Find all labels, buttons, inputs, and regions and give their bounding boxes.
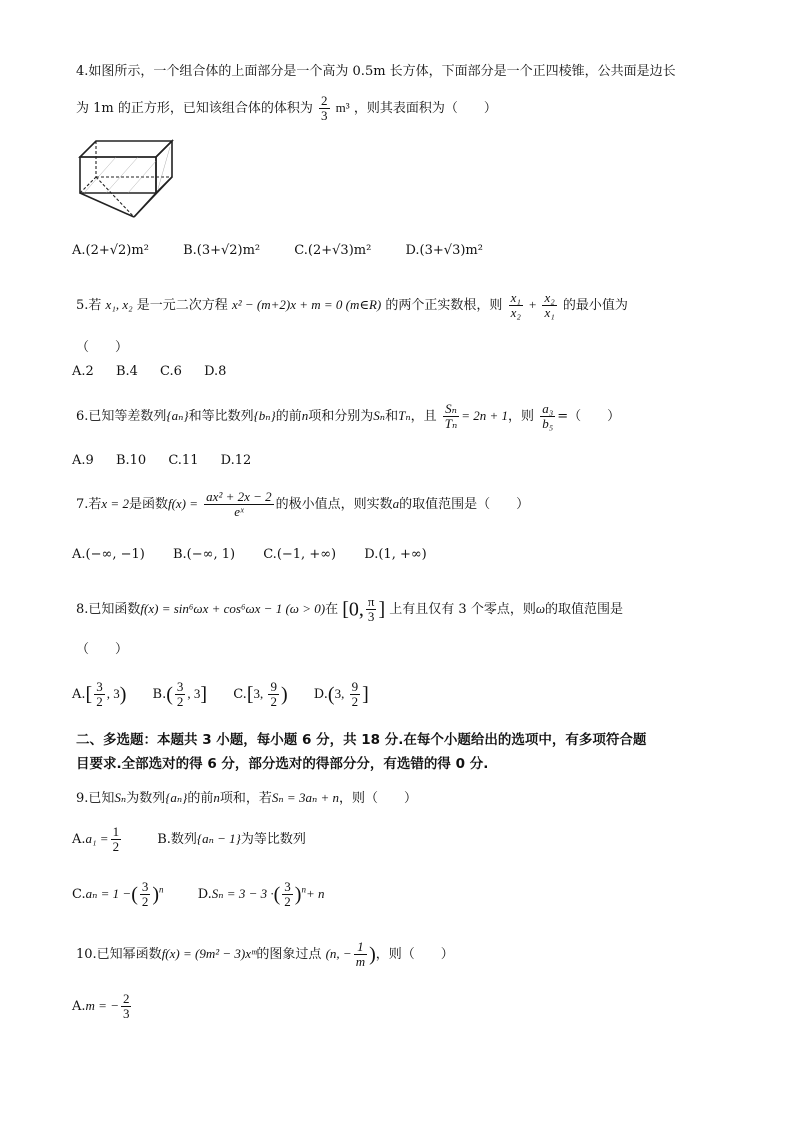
q9-option-d[interactable]: D.Sₙ = 3 − 3 ·( $\frac{3}{2}$ )$^n$+ n	[197, 879, 325, 910]
q8-interval-right: ]	[378, 598, 386, 621]
section2-heading-line1: 二、多选题：本题共 3 小题，每小题 6 分，共 18 分.在每个小题给出的选项中，有多项符合题	[76, 732, 647, 748]
q9-option-a[interactable]: A.a₁ = $\frac{1}{2}$	[72, 824, 120, 854]
q5-text: 是一元二次方程	[136, 298, 228, 313]
q6-seq-b: {bₙ}	[253, 408, 276, 423]
q8-text-2: 上有且仅有 3 个零点，则	[389, 602, 536, 617]
q9-text-2: 的前	[187, 791, 214, 806]
q8-option-c[interactable]: C.[3, $\frac{9}{2}$ )	[233, 679, 288, 709]
q8-interval-left: [0,	[342, 598, 364, 621]
q7-option-a[interactable]: A.(−∞, −1)	[72, 547, 145, 562]
q10-point-right: )	[369, 943, 376, 966]
q6-t: Tₙ	[398, 408, 411, 423]
q6-text-2: 的前	[275, 409, 302, 424]
q4-line2	[76, 94, 497, 123]
q5-option-c[interactable]: C.6	[160, 364, 182, 379]
section2-heading-line2: 目要求.全部选对的得 6 分，部分选对的得部分分，有选错的得 0 分.	[76, 756, 489, 772]
q7-a: a	[392, 496, 400, 511]
q8-omega: ω	[535, 601, 546, 616]
q9-n: n	[213, 790, 220, 805]
q9-text-3: 项和，若	[219, 791, 272, 806]
q7-option-b[interactable]: B.(−∞, 1)	[172, 547, 236, 562]
q4-volume-fraction: $\frac{2}{3}$	[321, 93, 328, 123]
q8-options	[72, 676, 369, 713]
q9-equation: Sₙ = 3aₙ + n	[271, 790, 339, 805]
q8-prefix: 8.已知函数	[76, 602, 141, 617]
q8-stem	[76, 592, 623, 627]
q9-option-c[interactable]: C.aₙ = 1 −( $\frac{3}{2}$ )$^n$	[72, 879, 164, 910]
q6-blank: =（ ）	[557, 409, 621, 424]
q6-text: 和等比数列	[188, 409, 254, 424]
q6-prefix: 6.已知等差数列	[76, 409, 167, 424]
q5-text-3: 的最小值为	[562, 298, 628, 313]
q9-prefix: 9.已知	[76, 791, 115, 806]
q4-option-c[interactable]: C.(2+√3)m²	[294, 243, 372, 258]
q6-ratio-fraction: $\frac{\text{Sₙ}}{\text{Tₙ}}$	[444, 401, 458, 431]
q7-text: 是函数	[128, 497, 168, 512]
q10-option-a[interactable]: A.m = − $\frac{2}{3}$	[72, 991, 130, 1021]
q9-seq: {aₙ}	[165, 790, 188, 805]
q7-stem	[76, 488, 529, 521]
q4-option-a[interactable]: A.(2+√2)m²	[72, 243, 149, 258]
q5-stem	[76, 290, 628, 321]
q10-point-left: (n, −	[325, 946, 352, 961]
q5-options	[72, 362, 256, 382]
q4-line1: 4.如图所示，一个组合体的上面部分是一个高为 0.5m 长方体，下面部分是一个正四棱锥，公共面是边长	[76, 64, 676, 79]
q4-options	[72, 241, 513, 261]
q5-blank: （ ）	[76, 340, 129, 355]
q5-fraction-2: $\frac{\text{x₂}}{\text{x₁}}$	[544, 290, 555, 320]
q6-option-c[interactable]: C.11	[168, 453, 199, 468]
q6-answer-fraction: $\frac{\text{a₃}}{\text{b₅}}$	[542, 401, 554, 431]
q9-options-ab	[72, 822, 306, 857]
q6-option-b[interactable]: B.10	[115, 453, 147, 468]
q4-line2-text: 为 1m 的正方形，已知该组合体的体积为	[76, 101, 313, 116]
q4-unit: m³	[335, 100, 350, 115]
q7-option-c[interactable]: C.(−1, +∞)	[263, 547, 337, 562]
q8-text: 在	[325, 602, 339, 617]
q7-function: f(x) =	[167, 496, 199, 511]
q4-option-d[interactable]: D.(3+√3)m²	[405, 243, 483, 258]
q10-text: 的图象过点	[256, 947, 322, 962]
q9-s: Sₙ	[114, 790, 127, 805]
q4-blank: ，则其表面积为（ ）	[353, 101, 497, 116]
q5-fraction-1: $\frac{\text{x₁}}{\text{x₂}}$	[510, 290, 521, 320]
q6-stem	[76, 400, 620, 433]
q5-prefix: 5.若	[76, 298, 102, 313]
q9-options-cd	[72, 872, 324, 913]
q8-option-a[interactable]: A.[ $\frac{3}{2}$ , 3)	[72, 679, 127, 709]
q7-function-fraction: $\frac{\text{ax² + 2x − 2}}{\text{eˣ}}$	[206, 489, 272, 519]
q7-prefix: 7.若	[76, 497, 102, 512]
q5-option-a[interactable]: A.2	[72, 364, 94, 379]
q8-option-b[interactable]: B.( $\frac{3}{2}$ , 3]	[152, 679, 208, 709]
q8-blank: （ ）	[76, 642, 129, 657]
q6-equation: = 2n + 1	[461, 408, 509, 423]
q7-condition: x = 2	[101, 496, 129, 511]
q6-s: Sₙ	[373, 408, 386, 423]
q6-seq-a: {aₙ}	[166, 408, 189, 423]
q6-options	[72, 451, 281, 471]
q5-option-b[interactable]: B.4	[115, 364, 138, 379]
q10-prefix: 10.已知幂函数	[76, 947, 162, 962]
q4-option-b[interactable]: B.(3+√2)m²	[183, 243, 261, 258]
q8-pi-fraction: $\frac{\pi}{3}$	[367, 594, 375, 624]
q6-text-4: ，且	[410, 409, 437, 424]
q6-text-5: ，则	[508, 409, 535, 424]
q5-text-2: 的两个正实数根，则	[385, 298, 503, 313]
q9-stem	[76, 788, 417, 809]
q8-text-3: 的取值范围是	[545, 602, 624, 617]
q9-blank: ，则（ ）	[339, 791, 418, 806]
q6-option-a[interactable]: A.9	[72, 453, 94, 468]
q6-option-d[interactable]: D.12	[220, 453, 252, 468]
q7-text-2: 的极小值点，则实数	[275, 497, 393, 512]
q5-roots: x₁, x₂	[105, 297, 133, 312]
q8-option-d[interactable]: D.(3, $\frac{9}{2}$ ]	[313, 679, 369, 709]
q7-option-d[interactable]: D.(1, +∞)	[364, 547, 427, 562]
q5-plus: +	[529, 297, 537, 312]
q10-function: f(x) = (9m² − 3)xᵐ	[161, 946, 257, 961]
q6-n: n	[301, 408, 309, 423]
q5-equation: x² − (m+2)x + m = 0 (m∈R)	[231, 297, 382, 312]
q5-option-d[interactable]: D.8	[204, 364, 227, 379]
q10-point-fraction: $\frac{1}{m}$	[355, 939, 366, 969]
q8-function: f(x) = sin⁶ωx + cos⁶ωx − 1 (ω > 0)	[140, 601, 326, 616]
q6-and: 和	[385, 409, 399, 424]
q10-blank: ，则（ ）	[375, 947, 454, 962]
q7-blank: 的取值范围是（ ）	[399, 497, 530, 512]
q4-solid-figure	[76, 137, 176, 223]
q9-option-b[interactable]: B.数列{aₙ − 1}为等比数列	[157, 831, 306, 847]
q9-text: 为数列	[126, 791, 166, 806]
q10-stem	[76, 936, 454, 973]
q6-text-3: 项和分别为	[308, 409, 374, 424]
q7-options	[72, 545, 457, 565]
